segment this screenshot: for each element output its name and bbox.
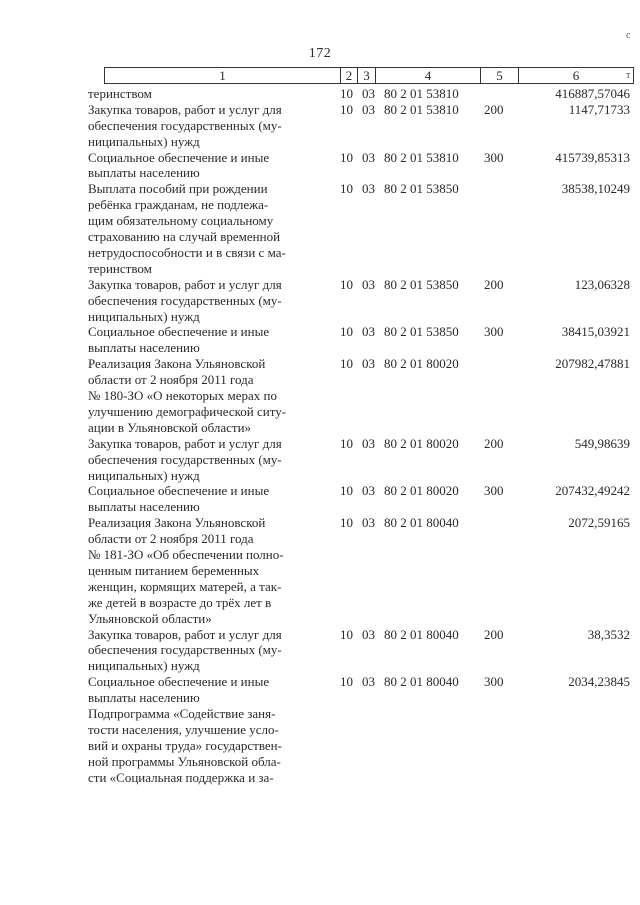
row-description: [88, 706, 332, 786]
section-code: 10: [340, 483, 353, 499]
row-description: [88, 627, 332, 675]
description-line: выплаты населению: [88, 165, 200, 181]
table-header: [104, 67, 634, 84]
description-line: женщин, кормящих матерей, а так-: [88, 578, 282, 594]
description-line: Закупка товаров, работ и услуг для: [88, 101, 282, 117]
edge-mark-top: с: [626, 30, 631, 41]
description-line: обеспечения государственных (му-: [88, 117, 282, 133]
section-code: 10: [340, 86, 353, 101]
description-line: области от 2 ноября 2011 года: [88, 531, 254, 547]
expense-type-code: 200: [484, 276, 504, 292]
subsection-code: 03: [362, 276, 375, 292]
amount: 415739,85313: [555, 149, 630, 165]
description-line: Закупка товаров, работ и услуг для: [88, 435, 282, 451]
expense-type-code: 300: [484, 483, 504, 499]
budget-table-body: [0, 86, 640, 786]
expense-type-code: 300: [484, 149, 504, 165]
table-row: [0, 436, 640, 484]
table-row: [0, 627, 640, 675]
section-code: 10: [340, 276, 353, 292]
subsection-code: 03: [362, 324, 375, 340]
target-article-code: 80 2 01 80040: [384, 674, 459, 690]
description-line: ценным питанием беременных: [88, 562, 260, 578]
description-line: тости населения, улучшение усло-: [88, 721, 279, 737]
row-description: [88, 674, 332, 706]
description-line: № 181-ЗО «Об обеспечении полно-: [88, 547, 284, 563]
description-line: Социальное обеспечение и иные: [88, 674, 270, 690]
table-row: [0, 86, 640, 102]
row-description: [88, 181, 332, 276]
description-line: нетрудоспособности и в связи с ма-: [88, 245, 286, 260]
description-line: Реализация Закона Ульяновской: [88, 515, 266, 531]
description-line: теринством: [88, 86, 152, 101]
row-description: [88, 102, 332, 150]
table-row: [0, 181, 640, 276]
subsection-code: 03: [362, 356, 375, 372]
header-col-2: 2: [341, 68, 358, 83]
subsection-code: 03: [362, 435, 375, 451]
target-article-code: 80 2 01 53850: [384, 276, 459, 292]
description-line: обеспечения государственных (му-: [88, 451, 282, 467]
description-line: обеспечения государственных (му-: [88, 642, 282, 658]
description-line: выплаты населению: [88, 690, 200, 706]
row-description: [88, 436, 332, 484]
section-code: 10: [340, 181, 353, 197]
row-description: [88, 483, 332, 515]
header-col-4: 4: [376, 68, 481, 83]
amount: 549,98639: [574, 435, 630, 451]
row-description: [88, 150, 332, 182]
description-line: Закупка товаров, работ и услуг для: [88, 276, 282, 292]
subsection-code: 03: [362, 101, 375, 117]
table-row: [0, 674, 640, 706]
subsection-code: 03: [362, 86, 375, 101]
amount: 38,3532: [587, 626, 630, 642]
section-code: 10: [340, 324, 353, 340]
description-line: обеспечения государственных (му-: [88, 292, 282, 308]
table-row: [0, 324, 640, 356]
header-col-1: 1: [105, 68, 341, 83]
section-code: 10: [340, 515, 353, 531]
section-code: 10: [340, 435, 353, 451]
description-line: области от 2 ноября 2011 года: [88, 372, 254, 388]
description-line: № 180-ЗО «О некоторых мерах по: [88, 388, 277, 404]
target-article-code: 80 2 01 53810: [384, 101, 459, 117]
expense-type-code: 300: [484, 674, 504, 690]
row-description: [88, 86, 332, 102]
description-line: Ульяновской области»: [88, 610, 212, 626]
amount: 38415,03921: [561, 324, 630, 340]
amount: 207982,47881: [555, 356, 630, 372]
amount: 207432,49242: [555, 483, 630, 499]
description-line: ниципальных) нужд: [88, 658, 200, 674]
target-article-code: 80 2 01 80020: [384, 435, 459, 451]
section-code: 10: [340, 674, 353, 690]
description-line: щим обязательному социальному: [88, 213, 274, 229]
section-code: 10: [340, 626, 353, 642]
description-line: улучшению демографической ситу-: [88, 403, 287, 419]
section-code: 10: [340, 356, 353, 372]
target-article-code: 80 2 01 80020: [384, 356, 459, 372]
target-article-code: 80 2 01 53850: [384, 324, 459, 340]
description-line: выплаты населению: [88, 499, 200, 515]
section-code: 10: [340, 101, 353, 117]
table-row: [0, 356, 640, 436]
target-article-code: 80 2 01 80040: [384, 515, 459, 531]
description-line: ной программы Ульяновской обла-: [88, 753, 281, 769]
row-description: [88, 277, 332, 325]
header-col-5: 5: [481, 68, 519, 83]
section-code: 10: [340, 149, 353, 165]
description-line: выплаты населению: [88, 340, 200, 356]
description-line: ниципальных) нужд: [88, 308, 200, 324]
amount: 38538,10249: [561, 181, 630, 197]
expense-type-code: 300: [484, 324, 504, 340]
description-line: теринством: [88, 260, 152, 276]
table-row: [0, 277, 640, 325]
description-line: ниципальных) нужд: [88, 133, 200, 149]
amount: 2072,59165: [568, 515, 630, 531]
description-line: Реализация Закона Ульяновской: [88, 356, 266, 372]
target-article-code: 80 2 01 53810: [384, 149, 459, 165]
expense-type-code: 200: [484, 101, 504, 117]
edge-mark-bottom: т: [626, 70, 631, 81]
header-col-6: 6: [572, 68, 580, 83]
subsection-code: 03: [362, 149, 375, 165]
subsection-code: 03: [362, 515, 375, 531]
amount: 2034,23845: [568, 674, 630, 690]
target-article-code: 80 2 01 80020: [384, 483, 459, 499]
description-line: сти «Социальная поддержка и за-: [88, 769, 274, 785]
subsection-code: 03: [362, 181, 375, 197]
description-line: ниципальных) нужд: [88, 467, 200, 483]
description-line: ребёнка гражданам, не подлежа-: [88, 197, 269, 213]
row-description: [88, 324, 332, 356]
expense-type-code: 200: [484, 435, 504, 451]
description-line: Социальное обеспечение и иные: [88, 324, 270, 340]
table-row: [0, 515, 640, 626]
description-line: Социальное обеспечение и иные: [88, 149, 270, 165]
description-line: ации в Ульяновской области»: [88, 419, 252, 435]
subsection-code: 03: [362, 626, 375, 642]
amount: 123,06328: [574, 276, 630, 292]
amount: 416887,57046: [555, 86, 630, 101]
table-row: [0, 102, 640, 150]
subsection-code: 03: [362, 483, 375, 499]
target-article-code: 80 2 01 80040: [384, 626, 459, 642]
description-line: Выплата пособий при рождении: [88, 181, 268, 197]
target-article-code: 80 2 01 53850: [384, 181, 459, 197]
target-article-code: 80 2 01 53810: [384, 86, 459, 101]
header-col-3: 3: [358, 68, 376, 83]
description-line: страхованию на случай временной: [88, 229, 281, 245]
amount: 1147,71733: [568, 101, 630, 117]
row-description: [88, 515, 332, 626]
row-description: [88, 356, 332, 436]
subsection-code: 03: [362, 674, 375, 690]
page-number: 172: [308, 46, 332, 61]
description-line: Закупка товаров, работ и услуг для: [88, 626, 282, 642]
description-line: вий и охраны труда» государствен-: [88, 737, 282, 753]
table-row: [0, 483, 640, 515]
description-line: Социальное обеспечение и иные: [88, 483, 270, 499]
description-line: же детей в возрасте до трёх лет в: [88, 594, 272, 610]
table-row: [0, 706, 640, 786]
description-line: Подпрограмма «Содействие заня-: [88, 706, 276, 722]
table-row: [0, 150, 640, 182]
expense-type-code: 200: [484, 626, 504, 642]
